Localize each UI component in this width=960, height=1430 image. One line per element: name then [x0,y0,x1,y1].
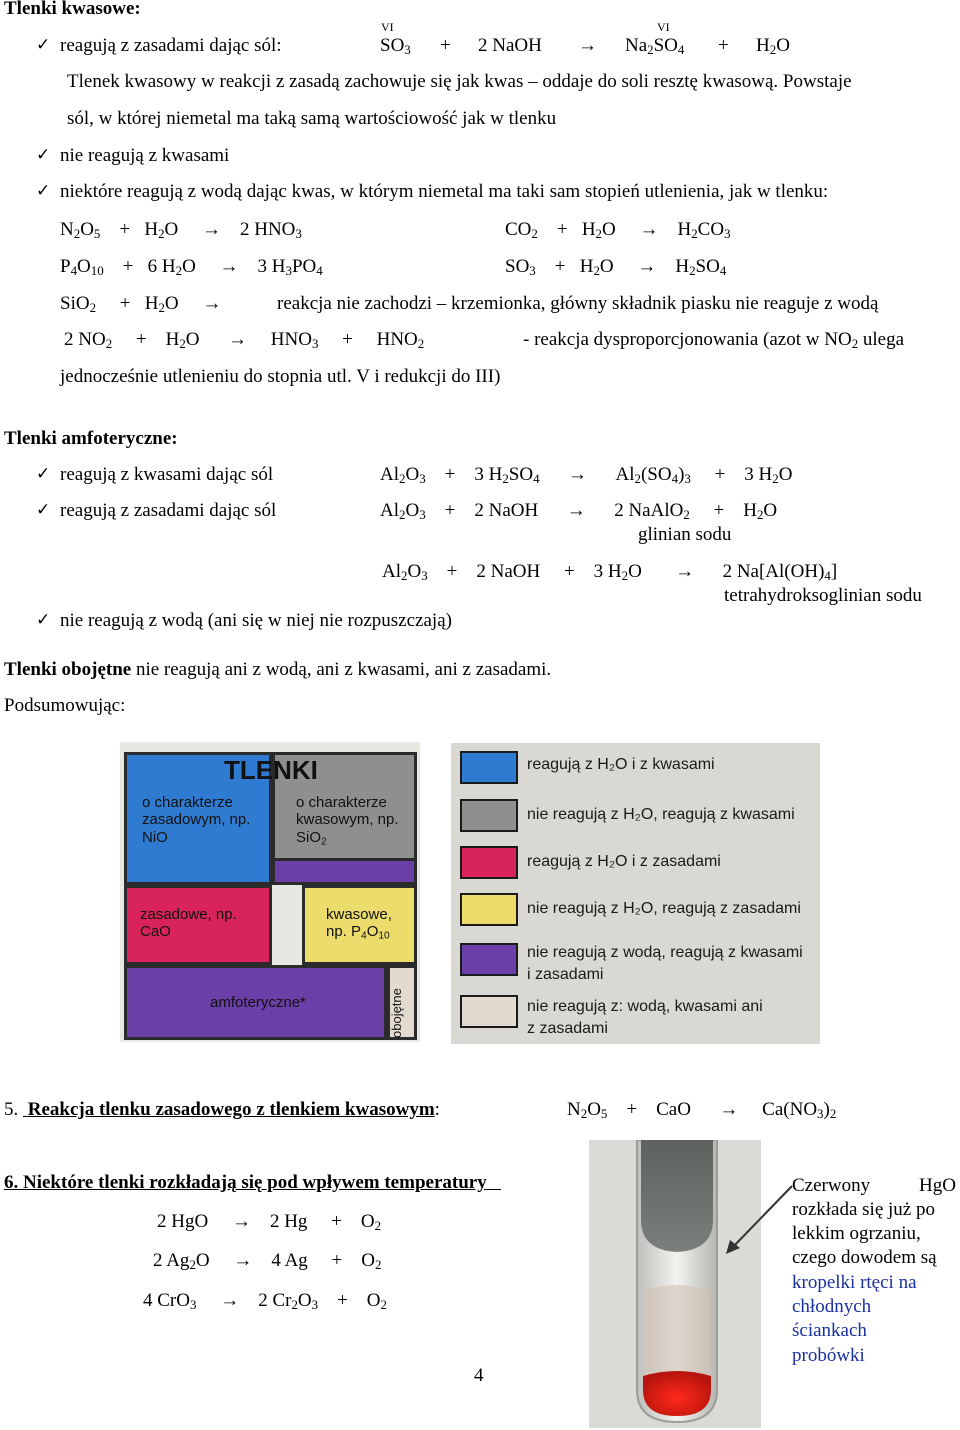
tetra-label: tetrahydroksoglinian sodu [724,585,922,606]
formula: $H_2O$ [756,35,790,58]
kwasowe-item-2: nie reagują z kwasami [60,145,230,166]
label-amfoteryczne: amfoteryczne* [210,994,306,1011]
oxidation-state: VI [381,20,394,34]
equation-so3: $SO_3$ + $H_2O$ → $H_2SO_4$ [505,256,727,279]
legend-swatch [460,943,518,976]
note-blue-4: probówki [792,1345,865,1366]
note-line-2: rozkłada się już po [792,1199,935,1220]
checkmark-icon: ✓ [36,464,51,484]
label-kwasowy-char: o charakterze kwasowym, np. SiO$_2$ [296,794,399,848]
heading-amfoteryczne: Tlenki amfoteryczne: [4,428,178,449]
checkmark-icon: ✓ [36,500,51,520]
label-zasadowe: zasadowe, np. CaO [140,906,237,941]
legend-swatch [460,893,518,926]
label-zasadowy-char: o charakterze zasadowym, np. NiO [142,794,251,846]
note-line-1: Czerwony HgO [792,1175,956,1196]
note-blue-1: kropelki rtęci na [792,1272,917,1293]
legend-text: reagują z H₂O i z zasadami [527,853,721,870]
legend-text: nie reagują z H₂O, reagują z kwasami [527,806,795,823]
pointer-arrow-icon [720,1180,800,1260]
label-obojetne: obojętne [389,988,404,1038]
equation-sio2: SiO$_2$ + $H_2O$ → [60,293,222,316]
legend-swatch [460,846,518,879]
checkmark-icon: ✓ [36,610,51,630]
formula: $Na_2SO_4$ [625,35,685,58]
legend-text: nie reagują z H₂O, reagują z zasadami [527,900,801,917]
legend-swatch [460,751,518,784]
amf-item-2: reagują z zasadami dając sól [60,500,277,521]
formula: 2 NaOH [478,35,542,56]
legend-text: reagują z H₂O i z kwasami [527,756,715,773]
equation-al2o3-acid: $Al_2O_3$ + 3 $H_2SO_4$ → $Al_2(SO_4)_3$ + 3 $H_2O$ [380,464,793,487]
no2-note-line2: jednocześnie utlenieniu do stopnia utl. V i redukcji do III) [60,366,501,387]
plus: + [718,35,729,56]
equation-al2o3-base: $Al_2O_3$ + 2 NaOH → 2 NaAlO$_2$ + $H_2O$ [380,500,778,523]
no2-note: - reakcja dysproporcjonowania (azot w $NO_2$ ulega [523,329,905,352]
legend-swatch [460,799,518,832]
note-line-4: czego dowodem są [792,1247,937,1268]
plus: + [440,35,451,56]
obojetne-line: Tlenki obojętne nie reagują ani z wodą, ani z kwasami, ani z zasadami. [4,659,552,680]
oxidation-state: VI [657,20,670,34]
amf-item-1: reagują z kwasami dając sól [60,464,274,485]
equation-n2o5: $N_2O_5$ + $H_2O$ → 2 $HNO_3$ [60,219,302,242]
box-purple-strip [272,858,417,885]
note-line-3: lekkim ogrzaniu, [792,1223,921,1244]
formula: $SO_3$ [380,35,411,58]
arrow-icon: → [578,35,597,56]
sio2-note: reakcja nie zachodzi – krzemionka, główny składnik piasku nie reaguje z wodą [277,293,879,314]
diagram-title: TLENKI [224,755,318,785]
section-5: 5. Reakcja tlenku zasadowego z tlenkiem kwasowym: [4,1099,440,1120]
legend-text: nie reagują z: wodą, kwasami ani [527,998,763,1015]
legend [451,743,820,1044]
amf-item-3: nie reagują z wodą (ani się w niej nie rozpuszczają) [60,610,452,631]
paragraph-line: sól, w której niemetal ma taką samą wartościowość jak w tlenku [67,108,557,129]
equation-co2: $CO_2$ + $H_2O$ → $H_2CO_3$ [505,219,731,242]
equation-hgo: 2 HgO → 2 Hg + $O_2$ [157,1211,382,1234]
paragraph-line: Tlenek kwasowy w reakcji z zasadą zachowuje się jak kwas – oddaje do soli resztę kwasową. Powstaje [67,71,852,92]
glinian-label: glinian sodu [638,524,732,545]
podsumowujac: Podsumowując: [4,695,126,716]
equation-sec5: $N_2O_5$ + CaO → $Ca(NO_3)_2$ [567,1099,837,1122]
legend-text: z zasadami [527,1020,608,1037]
tlenki-diagram [120,742,420,1042]
equation-ag2o: 2 $Ag_2O$ → 4 Ag + $O_2$ [153,1250,382,1273]
legend-text: nie reagują z wodą, reagują z kwasami [527,944,803,961]
kwasowe-item-1: reagują z zasadami dając sól: [60,35,282,56]
equation-p4o10: $P_4O_{10}$ + 6 $H_2O$ → 3 $H_3PO_4$ [60,256,323,279]
legend-swatch [460,995,518,1028]
section-6-title: 6. Niektóre tlenki rozkładają się pod wpływem temperatury [4,1172,487,1193]
note-blue-2: chłodnych [792,1296,872,1317]
checkmark-icon: ✓ [36,35,51,55]
checkmark-icon: ✓ [36,145,51,165]
equation-cro3: 4 CrO$_3$ → 2 $Cr_2O_3$ + $O_2$ [143,1290,387,1313]
heading-kwasowe: Tlenki kwasowe: [4,0,141,19]
checkmark-icon: ✓ [36,181,51,201]
kwasowe-item-3: niektóre reagują z wodą dając kwas, w którym niemetal ma taki sam stopień utlenienia, jak w tlenku: [60,181,829,202]
label-kwasowe: kwasowe, np. $P_4O_{10}$ [326,906,392,942]
equation-no2: 2 $NO_2$ + $H_2O$ → $HNO_3$ + $HNO_2$ [64,329,425,352]
note-blue-3: ściankach [792,1320,867,1341]
equation-al2o3-hydroxo: $Al_2O_3$ + 2 NaOH + 3 $H_2O$ → 2 $Na[Al(OH)_4]$ [382,561,838,584]
legend-text: i zasadami [527,966,604,983]
page-number: 4 [474,1365,484,1386]
